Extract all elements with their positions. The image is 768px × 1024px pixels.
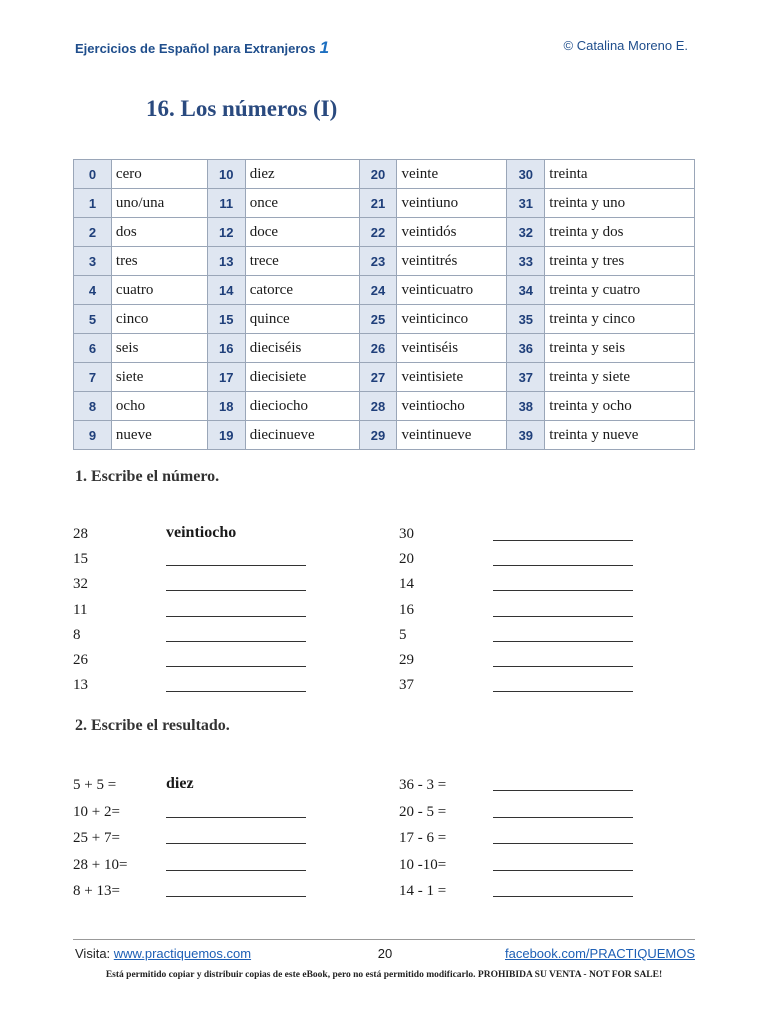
table-row [74, 305, 695, 334]
number-cell: 9 [74, 421, 112, 450]
table-row [74, 160, 695, 189]
number-cell: 4 [74, 276, 112, 305]
number-cell: 6 [74, 334, 112, 363]
exercise-item: 15 [73, 551, 88, 568]
number-cell: 22 [359, 218, 397, 247]
word-cell: quince [245, 305, 359, 334]
exercise-item: 29 [399, 652, 414, 668]
visit-label: Visita: [75, 946, 114, 961]
number-cell: 13 [207, 247, 245, 276]
number-cell: 7 [74, 363, 112, 392]
answer-blank[interactable] [493, 691, 633, 692]
exercise-item: 8 + 13= [73, 883, 120, 899]
copyright-notice: Está permitido copiar y distribuir copias de este eBook, pero no está permitido modificarlo. PROHIBIDA SU VENTA - NOT FOR SALE! [105, 970, 663, 980]
number-cell: 23 [359, 247, 397, 276]
exercise-item: 20 - 5 = [399, 803, 447, 820]
word-cell: treinta y seis [545, 334, 695, 363]
number-cell: 32 [507, 218, 545, 247]
number-cell: 5 [74, 305, 112, 334]
word-cell: tres [111, 247, 207, 276]
number-cell: 27 [359, 363, 397, 392]
exercise-item: 10 + 2= [73, 803, 120, 820]
word-cell: nueve [111, 421, 207, 450]
facebook-link[interactable]: facebook.com/PRACTIQUEMOS [505, 946, 695, 961]
word-cell: veintiséis [397, 334, 507, 363]
exercise2-heading: 2. Escribe el resultado. [75, 717, 230, 734]
number-cell: 39 [507, 421, 545, 450]
example-answer: diez [166, 775, 194, 792]
exercise-item: 20 [399, 551, 414, 568]
exercise-item: 5 + 5 = [73, 777, 117, 793]
exercise-item: 36 - 3 = [399, 777, 447, 793]
word-cell: uno/una [111, 189, 207, 218]
number-cell: 0 [74, 160, 112, 189]
exercise-item: 17 - 6 = [399, 830, 447, 846]
number-cell: 2 [74, 218, 112, 247]
word-cell: dieciséis [245, 334, 359, 363]
number-cell: 38 [507, 392, 545, 421]
exercise-item: 5 [399, 626, 407, 643]
table-row [74, 334, 695, 363]
word-cell: doce [245, 218, 359, 247]
number-cell: 1 [74, 189, 112, 218]
word-cell: ocho [111, 392, 207, 421]
exercise-item: 30 [399, 526, 414, 542]
answer-blank[interactable] [493, 540, 633, 541]
number-cell: 26 [359, 334, 397, 363]
exercise-item: 28 [73, 526, 88, 542]
number-cell: 12 [207, 218, 245, 247]
word-cell: treinta y dos [545, 218, 695, 247]
number-cell: 24 [359, 276, 397, 305]
number-cell: 11 [207, 189, 245, 218]
word-cell: dos [111, 218, 207, 247]
word-cell: seis [111, 334, 207, 363]
number-cell: 34 [507, 276, 545, 305]
table-row [74, 392, 695, 421]
exercise-item: 10 -10= [399, 856, 447, 873]
book-name: Ejercicios de Español para Extranjeros [75, 41, 316, 56]
answer-blank[interactable] [493, 590, 633, 591]
word-cell: treinta y ocho [545, 392, 695, 421]
number-cell: 17 [207, 363, 245, 392]
word-cell: veinticuatro [397, 276, 507, 305]
example-answer: veintiocho [166, 524, 237, 541]
number-cell: 10 [207, 160, 245, 189]
number-cell: 28 [359, 392, 397, 421]
answer-blank[interactable] [166, 666, 306, 667]
word-cell: cuatro [111, 276, 207, 305]
table-row [74, 247, 695, 276]
word-cell: veintinueve [397, 421, 507, 450]
number-cell: 30 [507, 160, 545, 189]
number-cell: 21 [359, 189, 397, 218]
answer-blank[interactable] [493, 843, 633, 844]
word-cell: cinco [111, 305, 207, 334]
answer-blank[interactable] [166, 896, 306, 897]
author: © Catalina Moreno E. [563, 38, 688, 53]
exercise-item: 14 - 1 = [399, 883, 447, 899]
number-cell: 33 [507, 247, 545, 276]
answer-blank[interactable] [166, 870, 306, 871]
exercise-item: 28 + 10= [73, 856, 128, 873]
number-cell: 31 [507, 189, 545, 218]
number-cell: 8 [74, 392, 112, 421]
answer-blank[interactable] [493, 641, 633, 642]
word-cell: diecisiete [245, 363, 359, 392]
visit-text [75, 946, 251, 961]
word-cell: treinta y cinco [545, 305, 695, 334]
word-cell: treinta y cuatro [545, 276, 695, 305]
answer-blank[interactable] [493, 870, 633, 871]
number-cell: 16 [207, 334, 245, 363]
word-cell: treinta y siete [545, 363, 695, 392]
volume-number: 1 [319, 38, 330, 57]
word-cell: veinte [397, 160, 507, 189]
exercise-item: 11 [73, 601, 88, 618]
answer-blank[interactable] [493, 666, 633, 667]
answer-blank[interactable] [166, 616, 306, 617]
answer-blank[interactable] [493, 616, 633, 617]
exercise-item: 16 [399, 601, 414, 618]
exercise-item: 14 [399, 576, 414, 593]
word-cell: veinticinco [397, 305, 507, 334]
exercise-item: 13 [73, 677, 88, 694]
table-row [74, 276, 695, 305]
exercise-item: 25 + 7= [73, 830, 120, 846]
answer-blank[interactable] [493, 896, 633, 897]
word-cell: once [245, 189, 359, 218]
number-cell: 18 [207, 392, 245, 421]
exercise1-heading: 1. Escribe el número. [75, 468, 220, 485]
word-cell: dieciocho [245, 392, 359, 421]
answer-blank[interactable] [493, 790, 633, 791]
number-cell: 29 [359, 421, 397, 450]
word-cell: veintiocho [397, 392, 507, 421]
number-cell: 25 [359, 305, 397, 334]
word-cell: treinta y tres [545, 247, 695, 276]
table-row [74, 421, 695, 450]
word-cell: treinta y uno [545, 189, 695, 218]
numbers-table [73, 159, 695, 450]
number-cell: 36 [507, 334, 545, 363]
table-row [74, 363, 695, 392]
word-cell: catorce [245, 276, 359, 305]
number-cell: 35 [507, 305, 545, 334]
page-number: 20 [377, 946, 393, 961]
number-cell: 19 [207, 421, 245, 450]
number-cell: 20 [359, 160, 397, 189]
exercise-item: 32 [73, 576, 88, 593]
number-cell: 37 [507, 363, 545, 392]
word-cell: siete [111, 363, 207, 392]
word-cell: cero [111, 160, 207, 189]
word-cell: veintisiete [397, 363, 507, 392]
footer-divider [73, 939, 695, 940]
answer-blank[interactable] [166, 641, 306, 642]
word-cell: treinta y nueve [545, 421, 695, 450]
number-cell: 15 [207, 305, 245, 334]
word-cell: diecinueve [245, 421, 359, 450]
answer-blank[interactable] [166, 691, 306, 692]
exercise-item: 8 [73, 626, 81, 643]
word-cell: trece [245, 247, 359, 276]
word-cell: veintiuno [397, 189, 507, 218]
table-row [74, 189, 695, 218]
word-cell: treinta [545, 160, 695, 189]
word-cell: veintidós [397, 218, 507, 247]
answer-blank[interactable] [166, 817, 306, 818]
book-title [75, 38, 329, 58]
page-title: 16. Los números (I) [146, 96, 338, 121]
answer-blank[interactable] [493, 817, 633, 818]
number-cell: 14 [207, 276, 245, 305]
answer-blank[interactable] [166, 565, 306, 566]
word-cell: veintitrés [397, 247, 507, 276]
table-row [74, 218, 695, 247]
word-cell: diez [245, 160, 359, 189]
exercise-item: 37 [399, 677, 414, 694]
exercise-item: 26 [73, 652, 88, 668]
answer-blank[interactable] [166, 590, 306, 591]
answer-blank[interactable] [493, 565, 633, 566]
answer-blank[interactable] [166, 843, 306, 844]
number-cell: 3 [74, 247, 112, 276]
website-link[interactable]: www.practiquemos.com [113, 946, 252, 961]
